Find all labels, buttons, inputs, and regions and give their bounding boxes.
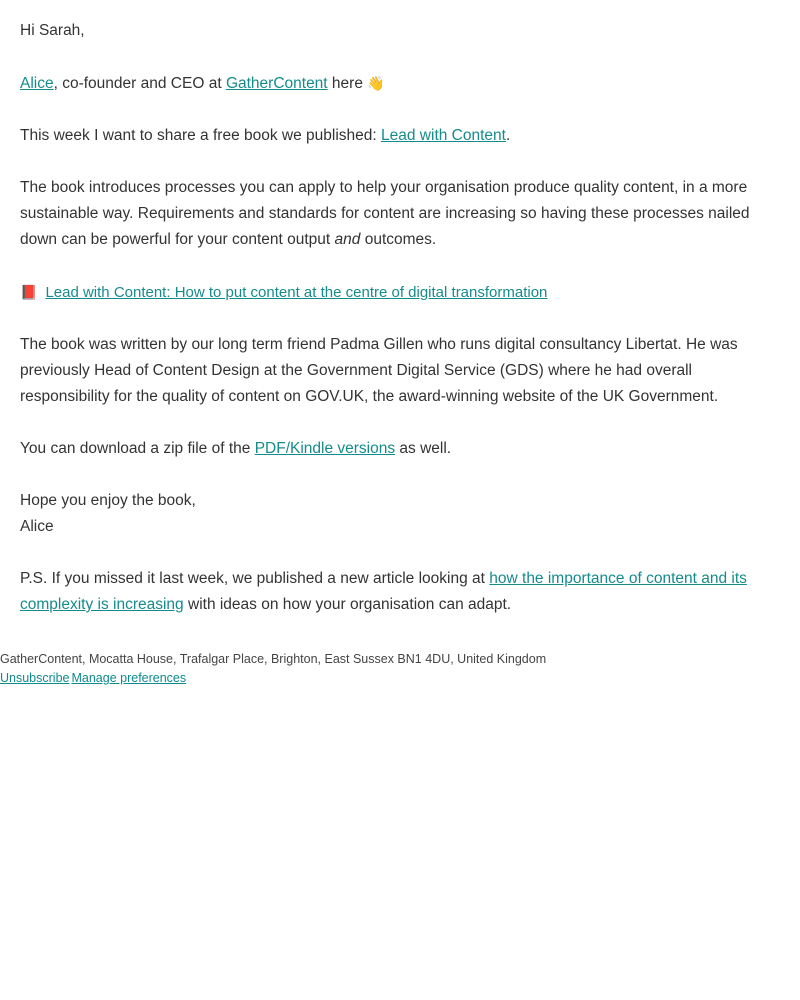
pdf-kindle-link[interactable]: PDF/Kindle versions [254,440,396,457]
email-footer [0,650,800,688]
closed-book-icon: 📕 [20,284,38,300]
download-paragraph [20,436,780,462]
ps-paragraph [20,566,780,618]
footer-address: GatherContent, Mocatta House, Trafalgar Place, Brighton, East Sussex BN1 4DU, United Kingdom [0,652,547,666]
book-callout[interactable] [20,279,780,306]
download-after-text: as well. [395,440,452,457]
sender-link[interactable]: Alice [20,75,54,92]
description-emphasis: and [334,231,361,248]
company-link[interactable]: GatherContent [225,75,328,92]
share-after-text: . [505,127,511,144]
signoff-line-1: Hope you enjoy the book, [20,492,196,509]
signoff-line-2: Alice [20,518,54,535]
footer-links [0,669,800,688]
description-part1: The book introduces processes you can apply to help your organisation produce quality content, in a more sustainable way. Requirements and standards for content are increasing so having these processes nailed down can be powerful for your content output [20,179,750,248]
intro-here-text: here [327,75,368,92]
description-part2: outcomes. [360,231,437,248]
intro-role-text: , co-founder and CEO at [53,75,226,92]
ps-before-text: P.S. If you missed it last week, we published a new article looking at [20,570,490,587]
share-paragraph [20,123,780,149]
intro-paragraph [20,70,780,97]
ps-after-text: with ideas on how your organisation can adapt. [183,596,512,613]
manage-preferences-link[interactable]: Manage preferences [71,671,187,685]
greeting: Hi Sarah, [20,22,85,39]
share-before-text: This week I want to share a free book we published: [20,127,382,144]
signoff-block [20,488,780,540]
author-paragraph: The book was written by our long term friend Padma Gillen who runs digital consultancy Libertat. He was previously Head of Content Design at the Government Digital Service (GDS) where he had overall responsibility for the quality of content on GOV.UK, the award-winning website of the UK Government. [20,336,738,405]
download-before-text: You can download a zip file of the [20,440,255,457]
waving-hand-icon: 👋 [367,75,385,91]
unsubscribe-link[interactable]: Unsubscribe [0,671,70,685]
article-link[interactable]: how the importance of content and its complexity is increasing [20,570,747,613]
book-title-link[interactable]: Lead with Content [381,127,506,144]
book-callout-link[interactable]: Lead with Content: How to put content at the centre of digital transformation [45,284,548,301]
description-paragraph [20,175,780,253]
